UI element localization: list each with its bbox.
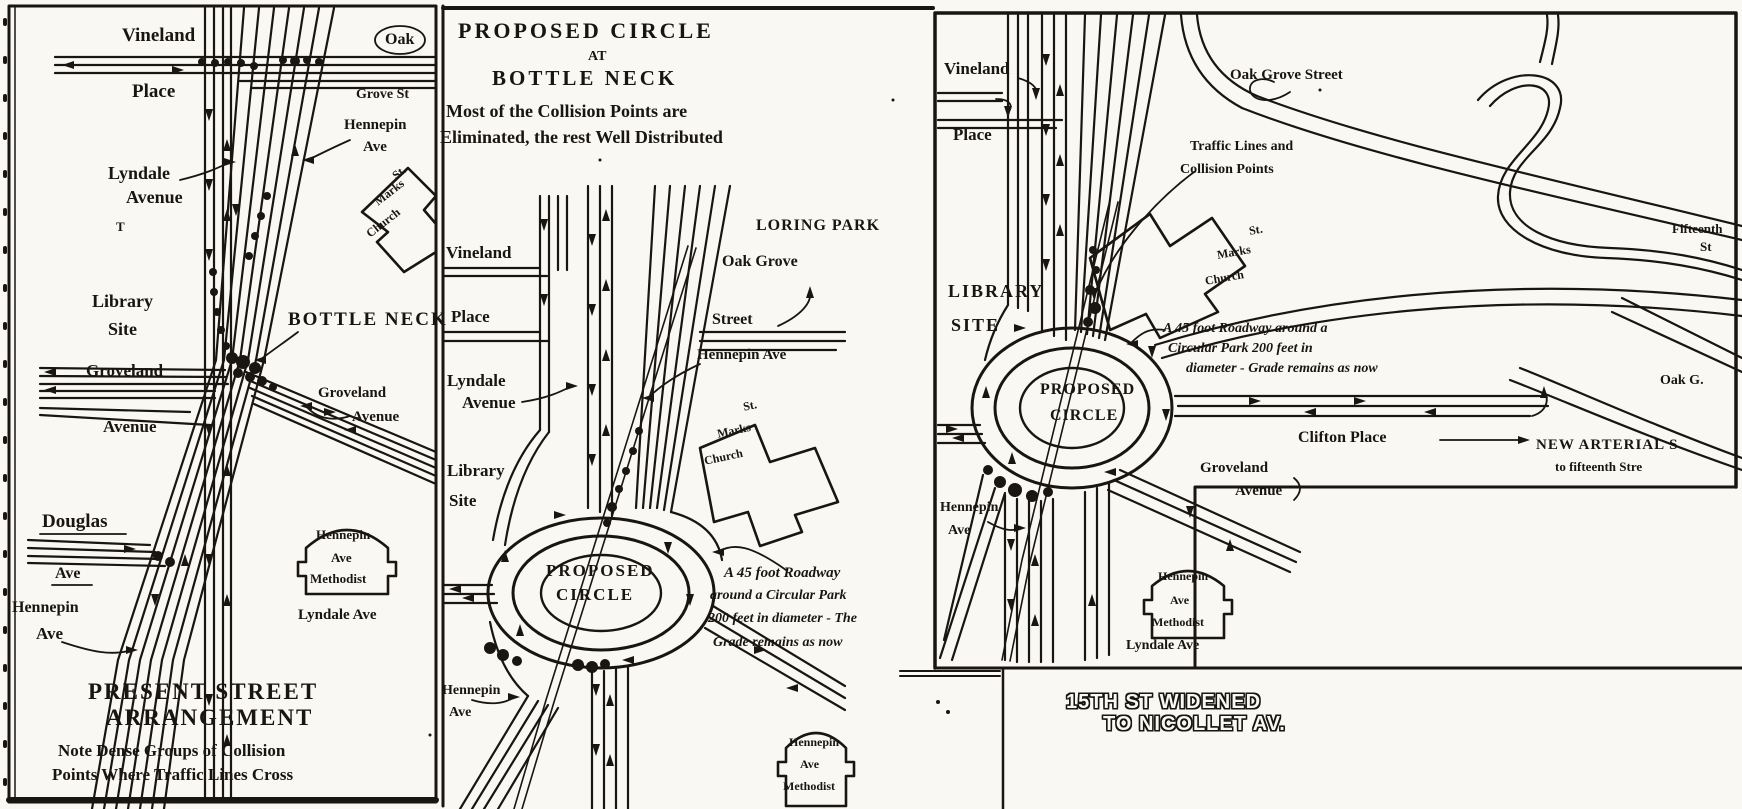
hennepin-ave-label: Hennepin <box>940 500 999 515</box>
loring-park-label: LORING PARK <box>756 217 881 234</box>
hennepin-sw-label: Hennepin <box>442 683 501 698</box>
st-marks-label3: Church <box>363 205 403 241</box>
library-site-label2: Site <box>108 319 137 339</box>
traffic-lines-label2: Collision Points <box>1180 162 1274 177</box>
oak-g-label: Oak G. <box>1660 373 1704 388</box>
groveland-e-label: Groveland <box>318 385 387 401</box>
methodist-label2: Ave <box>331 550 352 565</box>
roadway-note-line2: Circular Park 200 feet in <box>1168 341 1313 356</box>
library-site-label: Library <box>447 461 505 480</box>
vineland-label: Vineland <box>944 59 1010 78</box>
lyndale-avenue-label2: Avenue <box>462 393 516 412</box>
lyndale-avenue-label2: Avenue <box>126 187 183 207</box>
place-label: Place <box>953 125 992 144</box>
hennepin-sw-label2: Ave <box>36 624 64 643</box>
panel-caption-line1: Most of the Collision Points are <box>446 101 688 121</box>
panel-caption-line1: Note Dense Groups of Collision <box>58 741 286 760</box>
st-marks-label: St. <box>389 162 409 183</box>
groveland-w-label: Groveland <box>86 361 164 380</box>
fifteenth-st-label: Fifteenth <box>1672 221 1723 236</box>
st-marks-label3: Church <box>702 445 744 468</box>
panel-title-line2: ARRANGEMENT <box>106 705 314 730</box>
vineland-label: Vineland <box>446 243 512 262</box>
new-arterial-label: NEW ARTERIAL S <box>1536 437 1679 453</box>
place-label: Place <box>451 307 490 326</box>
st-marks-label2: Marks <box>1215 242 1252 262</box>
bottle-neck-label: BOTTLE NECK <box>288 309 448 330</box>
widened-caption-line2: TO NICOLLET AV. <box>1103 713 1286 735</box>
library-site-label2: Site <box>449 491 477 510</box>
proposed-circle-label2: CIRCLE <box>1050 407 1119 424</box>
widened-caption-line1: 15TH ST WIDENED <box>1066 691 1262 713</box>
new-arterial-label2: to fifteenth Stre <box>1555 459 1643 474</box>
clifton-place-label: Clifton Place <box>1298 429 1387 446</box>
library-site-label2: SITE <box>951 315 1001 335</box>
panel-title-line1: PROPOSED CIRCLE <box>458 18 714 43</box>
lyndale-ave-label: Lyndale Ave <box>1126 638 1200 653</box>
hennepin-ave-ne-label2: Ave <box>363 139 387 155</box>
groveland-e-label2: Avenue <box>352 409 400 425</box>
methodist-label2: Ave <box>1170 593 1190 607</box>
douglas-label: Douglas <box>42 511 108 532</box>
oak-grove-label: Oak Grove <box>722 253 798 270</box>
roadway-note-line2: around a Circular Park <box>710 588 847 603</box>
hennepin-ave-label2: Ave <box>948 523 971 538</box>
roadway-note-line3: diameter - Grade remains as now <box>1186 361 1378 376</box>
lyndale-avenue-label: Lyndale <box>108 163 171 183</box>
fifteenth-st-label2: St <box>1700 239 1712 254</box>
st-marks-label: St. <box>1247 221 1264 238</box>
traffic-lines-label: Traffic Lines and <box>1190 139 1294 154</box>
panel-title-line2: AT <box>588 49 607 64</box>
st-marks-label: St. <box>741 397 759 414</box>
methodist-label: Hennepin <box>316 527 371 542</box>
hennepin-ave-ne-label: Hennepin <box>344 117 407 133</box>
roadway-note-line1: A 45 foot Roadway around a <box>1163 321 1328 336</box>
oak-grove-street-label: Oak Grove Street <box>1230 67 1343 83</box>
hennepin-sw-label2: Ave <box>449 705 472 720</box>
oak-label: Oak <box>385 31 415 48</box>
library-site-label: Library <box>92 291 153 311</box>
panel-title-line1: PRESENT STREET <box>88 679 319 704</box>
methodist-label: Hennepin <box>1158 569 1209 583</box>
library-site-label: LIBRARY <box>948 281 1045 301</box>
vineland-label: Vineland <box>122 25 196 46</box>
proposed-circle-label: PROPOSED <box>546 561 655 580</box>
panel-caption-line2: Points Where Traffic Lines Cross <box>52 765 294 784</box>
panel-caption-line2: Eliminated, the rest Well Distributed <box>440 127 723 147</box>
roadway-note-line4: Grade remains as now <box>713 635 843 650</box>
place-label: Place <box>132 81 176 102</box>
methodist-label3: Methodist <box>1152 615 1204 629</box>
methodist-label3: Methodist <box>310 571 367 586</box>
street-label: Street <box>712 311 753 328</box>
douglas-ave-label: Ave <box>55 565 81 582</box>
roadway-note-line3: 200 feet in diameter - The <box>708 611 857 626</box>
st-marks-label3: Church <box>1203 267 1245 288</box>
lyndale-avenue-label: Lyndale <box>447 371 506 390</box>
groveland-w-label2: Avenue <box>103 417 157 436</box>
st-marks-label2: Marks <box>371 176 407 209</box>
stray-mark: T <box>116 219 125 234</box>
lyndale-ave-s-label: Lyndale Ave <box>298 607 377 623</box>
hennepin-sw-label: Hennepin <box>12 599 79 616</box>
proposed-circle-label: PROPOSED <box>1040 381 1136 398</box>
roadway-note-line1: A 45 foot Roadway <box>724 565 841 581</box>
methodist-label: Hennepin <box>789 735 840 749</box>
st-marks-label2: Marks <box>715 419 752 441</box>
grove-st-label: Grove St <box>356 87 410 102</box>
groveland-avenue-label2: Avenue <box>1235 483 1283 499</box>
methodist-label2: Ave <box>800 757 820 771</box>
panel-title-line3: BOTTLE NECK <box>492 66 678 90</box>
methodist-label3: Methodist <box>783 779 835 793</box>
groveland-avenue-label: Groveland <box>1200 460 1269 476</box>
proposed-circle-label2: CIRCLE <box>556 585 635 604</box>
hennepin-ave-label: Hennepin Ave <box>697 347 787 363</box>
